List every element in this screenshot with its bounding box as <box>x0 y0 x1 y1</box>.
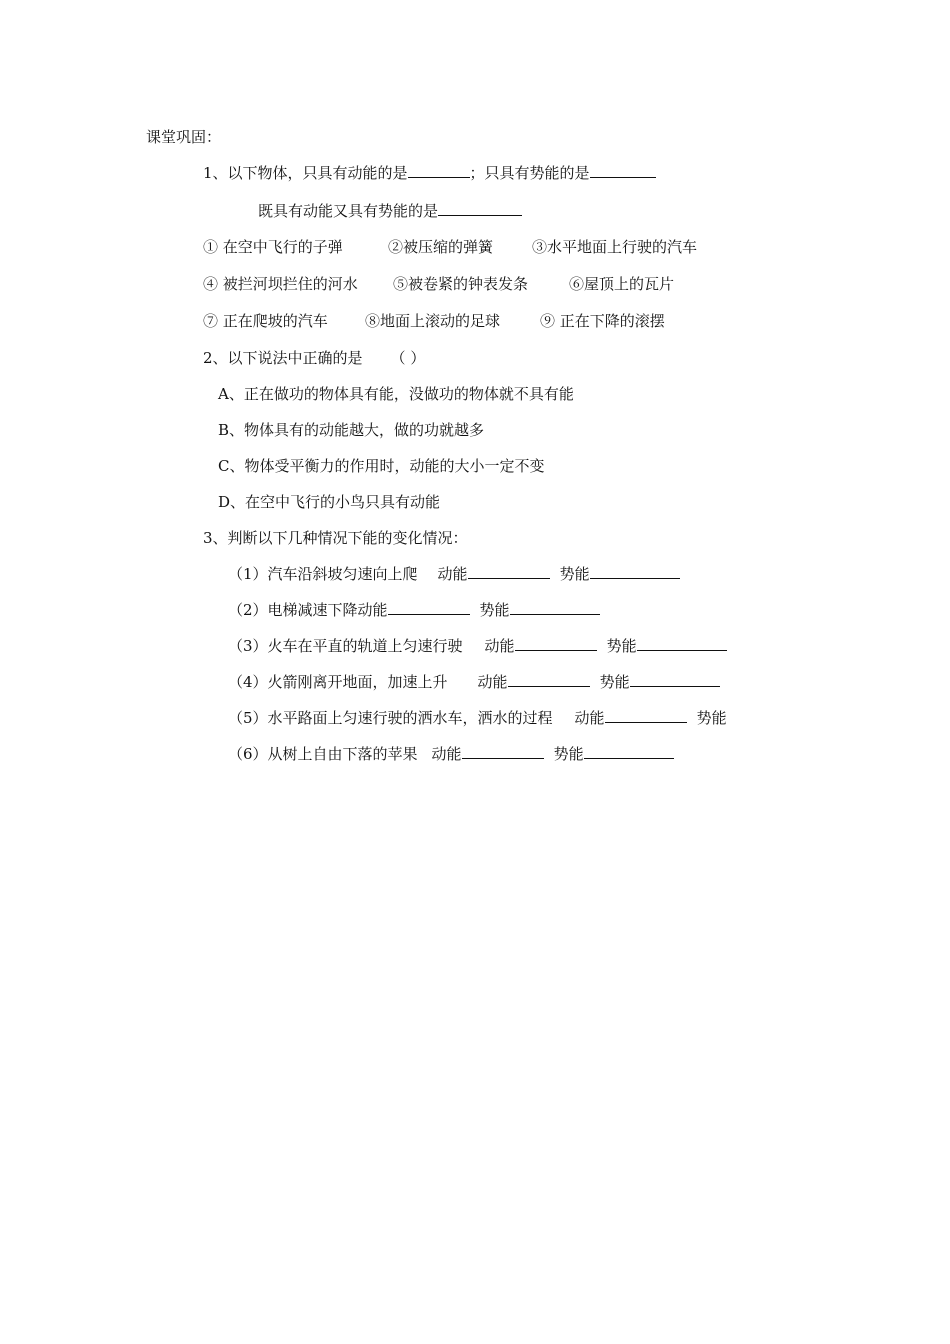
potential-blank[interactable] <box>584 744 674 759</box>
potential-blank[interactable] <box>630 672 720 687</box>
q3-item-2 <box>228 600 600 620</box>
q1-option: ⑥屋顶上的瓦片 <box>569 275 675 293</box>
kinetic-label: 动能 <box>574 709 605 727</box>
potential-blank[interactable] <box>637 636 727 651</box>
q2-choice-d: D、在空中飞行的小鸟只具有动能 <box>218 493 441 511</box>
q1-blank-both[interactable] <box>438 201 522 216</box>
q3-item-text: （6）从树上自由下落的苹果 <box>228 745 418 763</box>
q1-stem-a: 1、以下物体，只具有动能的是 <box>203 164 408 182</box>
kinetic-blank[interactable] <box>508 672 590 687</box>
kinetic-blank[interactable] <box>515 636 597 651</box>
section-heading: 课堂巩固： <box>146 128 222 146</box>
q3-item-text: （4）火箭刚离开地面，加速上升 <box>228 673 448 691</box>
q2-choice-c: C、物体受平衡力的作用时，动能的大小一定不变 <box>218 457 545 475</box>
q3-item-text: （2）电梯减速下降动能 <box>228 601 388 619</box>
q2-answer-paren[interactable]: （ ） <box>390 349 426 367</box>
q1-option: ⑨ 正在下降的滚摆 <box>540 312 665 330</box>
q1-option: ②被压缩的弹簧 <box>388 238 494 256</box>
q1-stem-b: ；只具有势能的是 <box>469 164 590 182</box>
q1-blank-kinetic[interactable] <box>408 163 470 178</box>
q3-item-4 <box>228 672 720 692</box>
q2-stem-line <box>203 348 425 368</box>
q1-option: ① 在空中飞行的子弹 <box>203 238 343 256</box>
potential-label: 势能 <box>479 601 510 619</box>
q2-choice-b: B、物体具有的动能越大，做的功就越多 <box>218 421 485 439</box>
potential-label: 势能 <box>696 709 727 727</box>
potential-label: 势能 <box>599 673 630 691</box>
potential-blank[interactable] <box>590 564 680 579</box>
q1-blank-potential[interactable] <box>590 163 656 178</box>
q2-choice-a: A、正在做功的物体具有能，没做功的物体就不具有能 <box>218 385 574 403</box>
q3-item-1 <box>228 564 680 584</box>
kinetic-blank[interactable] <box>468 564 550 579</box>
q1-stem-c: 既具有动能又具有势能的是 <box>258 202 439 220</box>
q1-stem-line <box>203 163 656 183</box>
q3-stem: 3、判断以下几种情况下能的变化情况： <box>203 529 468 547</box>
kinetic-label: 动能 <box>437 565 468 583</box>
potential-blank[interactable] <box>510 600 600 615</box>
potential-label: 势能 <box>606 637 637 655</box>
q3-item-text: （3）火车在平直的轨道上匀速行驶 <box>228 637 463 655</box>
q1-option: ⑦ 正在爬坡的汽车 <box>203 312 328 330</box>
kinetic-blank[interactable] <box>605 708 687 723</box>
kinetic-label: 动能 <box>484 637 515 655</box>
kinetic-label: 动能 <box>431 745 462 763</box>
q3-item-5 <box>228 708 727 728</box>
q1-option: ⑧地面上滚动的足球 <box>365 312 501 330</box>
q1-option: ④ 被拦河坝拦住的河水 <box>203 275 358 293</box>
q3-item-6 <box>228 744 674 764</box>
q2-stem: 2、以下说法中正确的是 <box>203 349 363 367</box>
q1-option: ⑤被卷紧的钟表发条 <box>393 275 529 293</box>
q1-option: ③水平地面上行驶的汽车 <box>532 238 698 256</box>
q3-item-text: （5）水平路面上匀速行驶的洒水车，洒水的过程 <box>228 709 553 727</box>
kinetic-blank[interactable] <box>462 744 544 759</box>
q1-stem-line-2 <box>258 201 522 221</box>
q3-item-text: （1）汽车沿斜坡匀速向上爬 <box>228 565 418 583</box>
kinetic-label: 动能 <box>477 673 508 691</box>
q3-item-3 <box>228 636 727 656</box>
potential-label: 势能 <box>559 565 590 583</box>
potential-label: 势能 <box>553 745 584 763</box>
kinetic-blank[interactable] <box>388 600 470 615</box>
